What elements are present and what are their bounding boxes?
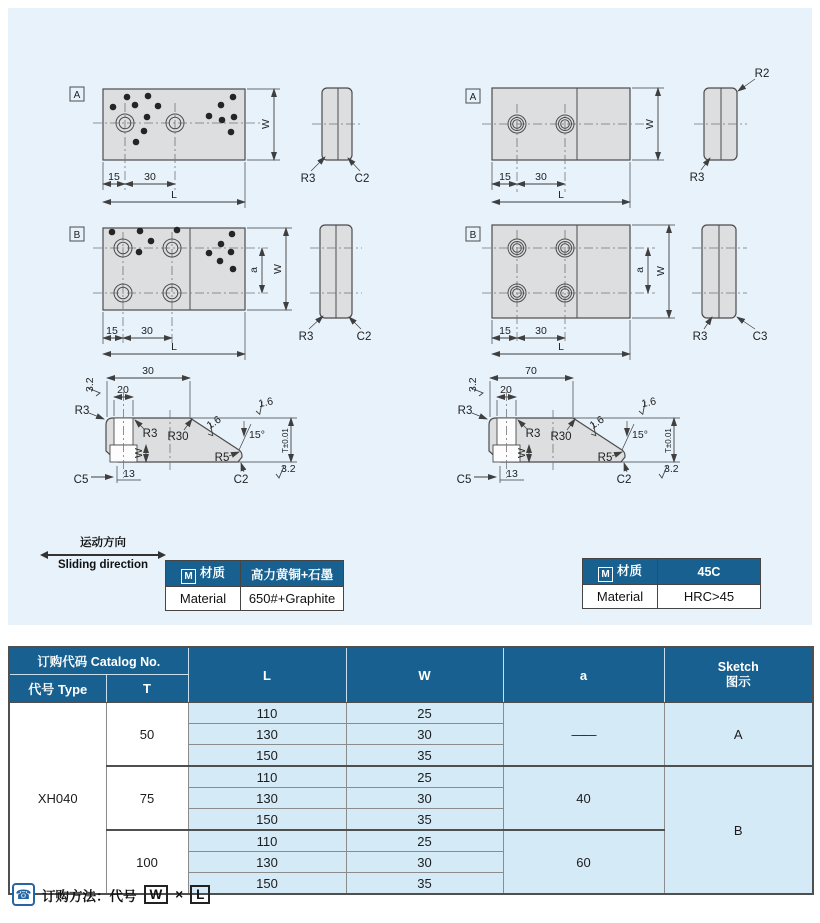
dim-label: 30: [141, 325, 153, 337]
cell-l: 150: [188, 873, 346, 895]
cell-sketch: A: [664, 703, 813, 767]
cell-w: 25: [346, 766, 503, 788]
dim-label: L: [171, 189, 177, 201]
svg-text:1.6: 1.6: [204, 413, 224, 432]
m-badge: M: [598, 567, 613, 582]
cell-w: 25: [346, 703, 503, 724]
dim-label: L: [558, 341, 564, 353]
svg-text:3.2: 3.2: [281, 463, 296, 475]
section-view-left: [74, 365, 297, 486]
dim-label: W: [644, 119, 656, 129]
material-header-cell: [166, 561, 241, 587]
order-code-l: L: [190, 885, 210, 904]
radius-label: R30: [550, 431, 572, 443]
dim-label: L: [171, 341, 177, 353]
angle-label: 15°: [632, 429, 648, 441]
chamfer-label: C2: [354, 173, 370, 185]
radius-label: R5: [214, 452, 230, 464]
cell-type-code: XH040: [9, 703, 106, 895]
cell-w: 25: [346, 830, 503, 852]
dim-label: 15: [499, 325, 511, 337]
cell-l: 110: [188, 830, 346, 852]
dim-label: a: [634, 267, 646, 273]
cell-l: 130: [188, 724, 346, 745]
chamfer-label: C2: [233, 474, 249, 486]
header-w: W: [346, 647, 503, 703]
header-t: T: [106, 675, 188, 703]
double-arrow: [46, 554, 160, 556]
cell-w: 35: [346, 745, 503, 767]
cell-a: 40: [503, 766, 664, 830]
chamfer-label: C5: [73, 474, 89, 486]
order-code-w: W: [144, 885, 169, 904]
view-tag: A: [469, 92, 477, 103]
dim-label: 15: [499, 171, 511, 183]
dim-label: 15: [108, 171, 120, 183]
cell-l: 130: [188, 788, 346, 809]
header-type: 代号 Type: [9, 675, 106, 703]
cell-l: 150: [188, 745, 346, 767]
chamfer-label: C2: [616, 474, 632, 486]
dim-label: 20: [117, 384, 129, 396]
cell-t: 75: [106, 766, 188, 830]
header-l: L: [188, 647, 346, 703]
material-header-label: 材质: [616, 564, 642, 578]
material-row-label: Material: [166, 587, 241, 611]
cell-l: 110: [188, 766, 346, 788]
dim-label: L: [558, 189, 564, 201]
dim-label: W: [133, 448, 145, 458]
order-code-times: ×: [175, 887, 184, 902]
dim-label: 30: [144, 171, 156, 183]
cell-w: 35: [346, 809, 503, 831]
view-tag: A: [73, 90, 81, 101]
dim-label: 20: [500, 384, 512, 396]
order-note-label: 订购方法：代号: [42, 888, 137, 904]
header-a: a: [503, 647, 664, 703]
dim-label: 30: [535, 171, 547, 183]
drawing-bronze-a: [70, 87, 369, 208]
cell-w: 35: [346, 873, 503, 895]
radius-label: R3: [692, 331, 708, 343]
dim-label: 30: [142, 365, 154, 377]
phone-icon: ☎: [12, 883, 35, 906]
cell-w: 30: [346, 724, 503, 745]
radius-label: R3: [300, 173, 316, 185]
cell-l: 150: [188, 809, 346, 831]
chamfer-label: C2: [356, 331, 372, 343]
cell-w: 30: [346, 852, 503, 873]
drawing-bronze-b: [70, 225, 371, 360]
cell-t: 100: [106, 830, 188, 894]
radius-label: R3: [74, 405, 90, 417]
cell-sketch: B: [664, 766, 813, 894]
surface-finish-mark: [467, 377, 483, 396]
technical-drawing: [8, 8, 812, 625]
m-badge: M: [181, 569, 196, 584]
svg-text:3.2: 3.2: [467, 377, 479, 392]
catalog-table: [8, 646, 814, 895]
svg-text:1.6: 1.6: [257, 395, 275, 411]
svg-text:3.2: 3.2: [664, 463, 679, 475]
radius-label: R3: [457, 405, 473, 417]
sliding-direction-en: Sliding direction: [57, 559, 149, 571]
dim-label: a: [248, 267, 260, 273]
drawing-steel-a: [466, 68, 769, 208]
dim-label: W: [260, 119, 272, 129]
header-sketch-en: Sketch: [717, 660, 759, 674]
radius-label: R3: [689, 172, 705, 184]
surface-finish-mark: [254, 395, 276, 415]
drawing-panel: [8, 8, 812, 625]
cell-t: 50: [106, 703, 188, 767]
radius-label: R3: [525, 428, 541, 440]
angle-label: 15°: [249, 429, 265, 441]
cell-a: 60: [503, 830, 664, 894]
svg-text:3.2: 3.2: [84, 377, 96, 392]
cell-a: ——: [503, 703, 664, 767]
chamfer-label: C3: [752, 331, 768, 343]
material-header-value: 45C: [658, 559, 761, 585]
dim-label: 70: [525, 365, 537, 377]
view-tag: B: [469, 230, 477, 241]
cell-l: 110: [188, 703, 346, 724]
cell-w: 30: [346, 788, 503, 809]
surface-finish-mark: [637, 395, 659, 415]
dim-label: W: [272, 264, 284, 274]
header-catalog-no: 订购代码 Catalog No.: [9, 647, 188, 675]
tolerance-label: T±0.01: [664, 428, 673, 453]
material-header-value: 高力黄铜+石墨: [241, 561, 344, 587]
radius-label: R30: [167, 431, 189, 443]
surface-finish-mark: [659, 463, 679, 478]
material-header-label: 材质: [199, 566, 225, 580]
dim-label: 15: [106, 325, 118, 337]
header-sketch-cn: 图示: [725, 675, 751, 689]
dim-label: 13: [123, 468, 135, 480]
section-view-right: [457, 365, 680, 486]
drawing-steel-b: [466, 225, 767, 360]
dim-label: 30: [535, 325, 547, 337]
surface-finish-mark: [276, 463, 296, 478]
material-row-value: 650#+Graphite: [241, 587, 344, 611]
svg-text:1.6: 1.6: [640, 395, 658, 411]
material-row-label: Material: [583, 585, 658, 609]
radius-label: R5: [597, 452, 613, 464]
surface-finish-mark: [84, 377, 100, 396]
sliding-direction: [38, 534, 168, 571]
cell-l: 130: [188, 852, 346, 873]
radius-label: R3: [142, 428, 158, 440]
order-note: [12, 883, 210, 906]
dim-label: 13: [506, 468, 518, 480]
header-sketch: [664, 647, 813, 703]
sliding-direction-cn: 运动方向: [80, 537, 126, 549]
tolerance-label: T±0.01: [281, 428, 290, 453]
material-header-cell: [583, 559, 658, 585]
dim-label: W: [516, 448, 528, 458]
radius-label: R3: [298, 331, 314, 343]
view-tag: B: [73, 230, 81, 241]
material-table-steel: [582, 558, 761, 609]
svg-text:1.6: 1.6: [587, 413, 607, 432]
radius-label: R2: [754, 68, 770, 80]
dim-label: W: [655, 266, 667, 276]
material-row-value: HRC>45: [658, 585, 761, 609]
chamfer-label: C5: [456, 474, 472, 486]
material-table-bronze: [165, 560, 344, 611]
